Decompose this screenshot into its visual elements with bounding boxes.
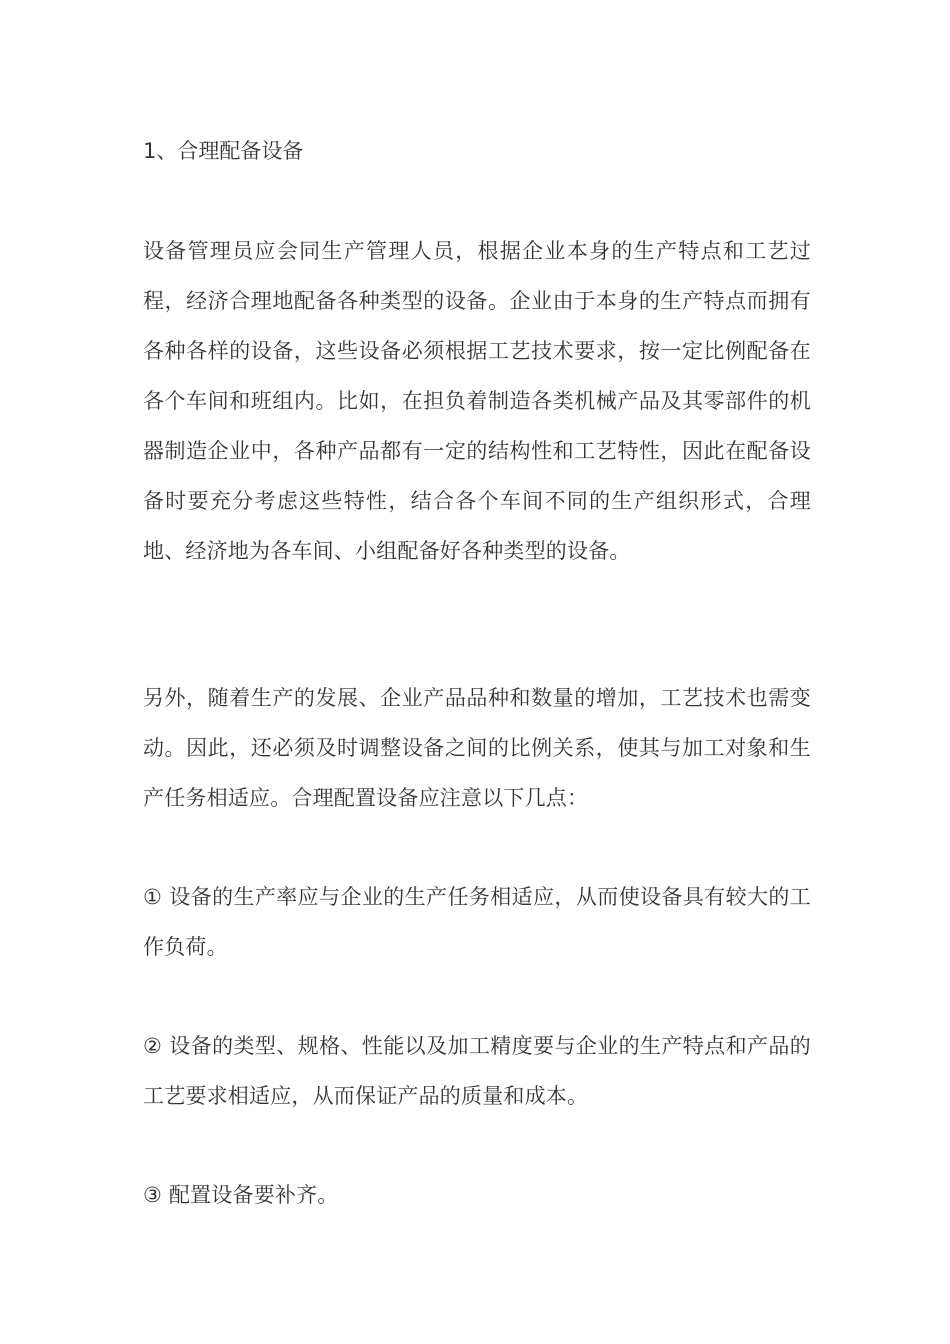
list-item-completeness: ③ 配置设备要补齐。 — [143, 1183, 339, 1207]
paragraph-adjustment: 另外，随着生产的发展、企业产品品种和数量的增加，工艺技术也需变动。因此，还必须及时调整设备之间的比例关系，使其与加工对象和生产任务相适应。合理配置设备应注意以下几点： — [143, 686, 811, 810]
list-item-specifications: ② 设备的类型、规格、性能以及加工精度要与企业的生产特点和产品的工艺要求相适应，从而保证产品的质量和成本。 — [143, 1034, 811, 1108]
section-heading: 1、合理配备设备 — [143, 139, 304, 163]
list-item-productivity: ① 设备的生产率应与企业的生产任务相适应，从而使设备具有较大的工作负荷。 — [143, 885, 811, 959]
paragraph-intro: 设备管理员应会同生产管理人员，根据企业本身的生产特点和工艺过程，经济合理地配备各种类型的设备。企业由于本身的生产特点而拥有各种各样的设备，这些设备必须根据工艺技术要求，按一定比例配备在各个车间和班组内。比如，在担负着制造各类机械产品及其零部件的机器制造企业中，各种产品都有一定的结构性和工艺特性，因此在配备设备时要充分考虑这些特性，结合各个车间不同的生产组织形式，合理地、经济地为各车间、小组配备好各种类型的设备。 — [143, 239, 811, 563]
